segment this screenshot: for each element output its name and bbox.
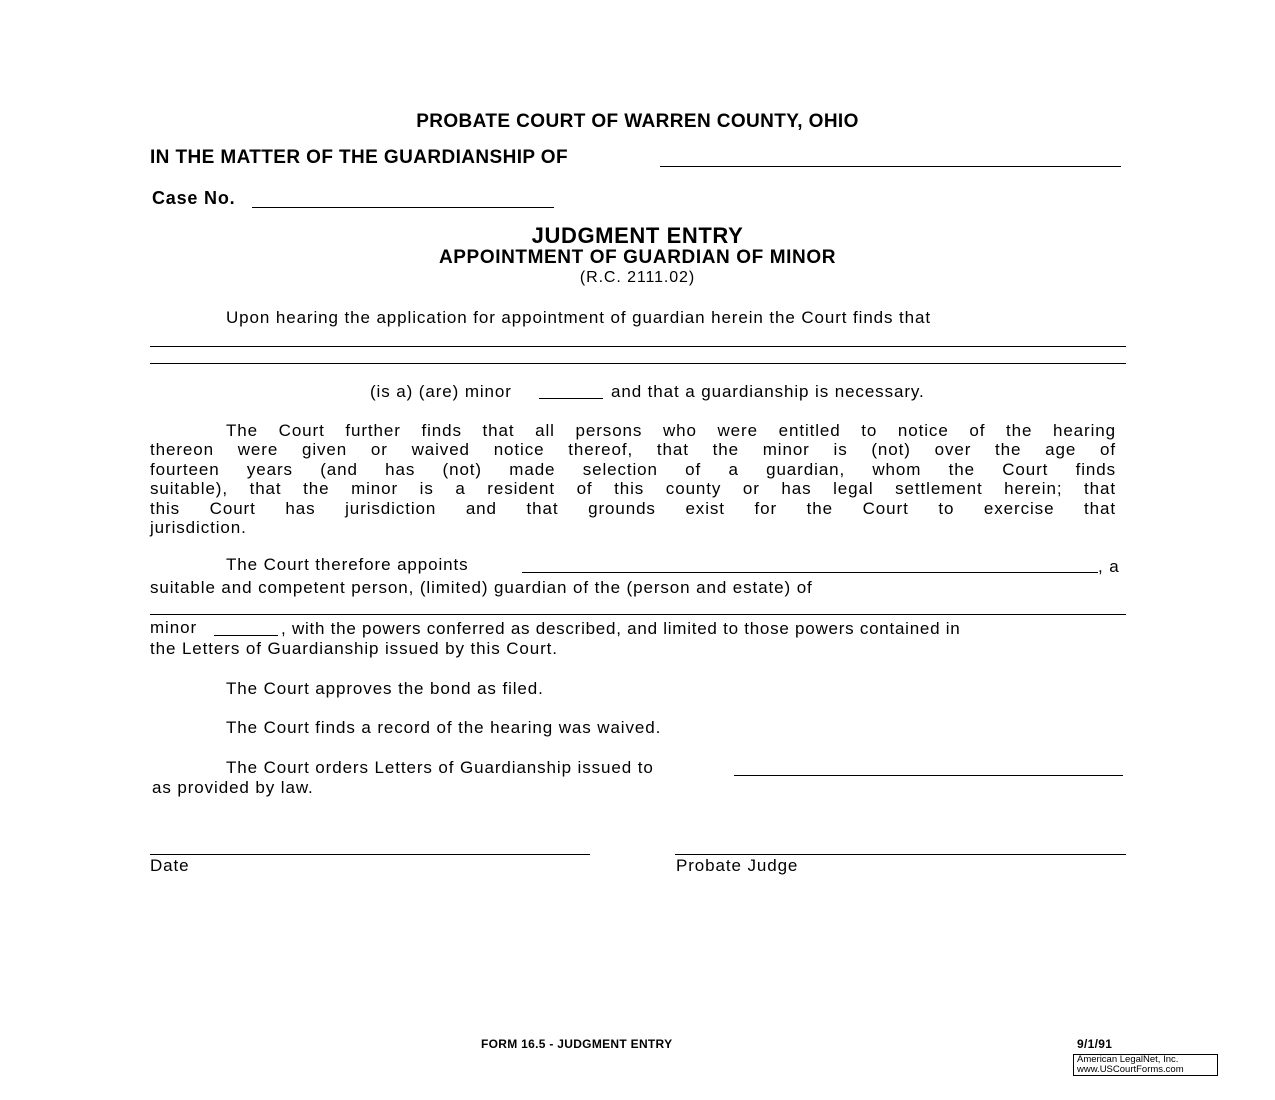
paragraph-line: The Court further finds that all persons who were entitled to notice of the hearing	[226, 421, 1116, 440]
guardianship-name-line[interactable]	[660, 166, 1121, 167]
law-text: as provided by law.	[152, 778, 314, 797]
finding-text: Upon hearing the application for appointment of guardian herein the Court finds that	[226, 308, 932, 327]
finding-line-1[interactable]	[150, 346, 1126, 347]
letters-recipient-line[interactable]	[734, 775, 1123, 776]
publisher-name: American LegalNet, Inc.	[1077, 1054, 1179, 1065]
minor-label: minor	[150, 618, 198, 637]
finding-line-2[interactable]	[150, 363, 1126, 364]
form-title: JUDGMENT ENTRY	[531, 223, 744, 248]
paragraph-line: suitable), that the minor is a resident of this county or has legal settlement herein; that	[150, 479, 1116, 498]
case-number-line[interactable]	[252, 207, 554, 208]
judge-label: Probate Judge	[676, 856, 799, 875]
form-footer: FORM 16.5 - JUDGMENT ENTRY	[481, 1037, 673, 1051]
orders-text: The Court orders Letters of Guardianship issued to	[226, 758, 654, 777]
guardian-name-line[interactable]	[522, 572, 1098, 573]
paragraph-line: this Court has jurisdiction and that grounds exist for the Court to exercise that	[150, 499, 1116, 518]
publisher-box	[1073, 1054, 1218, 1076]
statute: (R.C. 2111.02)	[579, 269, 696, 286]
court-heading: PROBATE COURT OF WARREN COUNTY, OHIO	[416, 111, 859, 132]
paragraph-line: jurisdiction.	[150, 518, 247, 537]
ward-name-line[interactable]	[150, 614, 1126, 615]
appoints-suffix: , a	[1098, 557, 1120, 576]
matter-label: IN THE MATTER OF THE GUARDIANSHIP OF	[150, 147, 568, 168]
date-line[interactable]	[150, 854, 590, 855]
record-text: The Court finds a record of the hearing was waived.	[226, 718, 662, 737]
judge-signature-line[interactable]	[675, 854, 1126, 855]
paragraph-line: thereon were given or waived notice thereof, that the minor is (not) over the age of	[150, 440, 1116, 459]
suitable-text: suitable and competent person, (limited) guardian of the (person and estate) of	[150, 578, 813, 597]
letters-text: the Letters of Guardianship issued by this Court.	[150, 639, 558, 658]
appoints-text: The Court therefore appoints	[226, 555, 469, 574]
case-label: Case No.	[152, 188, 236, 208]
form-date: 9/1/91	[1077, 1037, 1113, 1051]
bond-text: The Court approves the bond as filed.	[226, 679, 544, 698]
powers-text: , with the powers conferred as described, and limited to those powers contained in	[281, 619, 961, 638]
paragraph-line: fourteen years (and has (not) made selection of a guardian, whom the Court finds	[150, 460, 1116, 479]
form-subtitle: APPOINTMENT OF GUARDIAN OF MINOR	[438, 247, 837, 268]
minor-text: (is a) (are) minor	[370, 382, 512, 401]
necessity-text: and that a guardianship is necessary.	[611, 382, 925, 401]
date-label: Date	[150, 856, 190, 875]
minor-count-line[interactable]	[539, 398, 603, 399]
minor-blank-line[interactable]	[214, 635, 278, 636]
publisher-url: www.USCourtForms.com	[1077, 1064, 1184, 1075]
